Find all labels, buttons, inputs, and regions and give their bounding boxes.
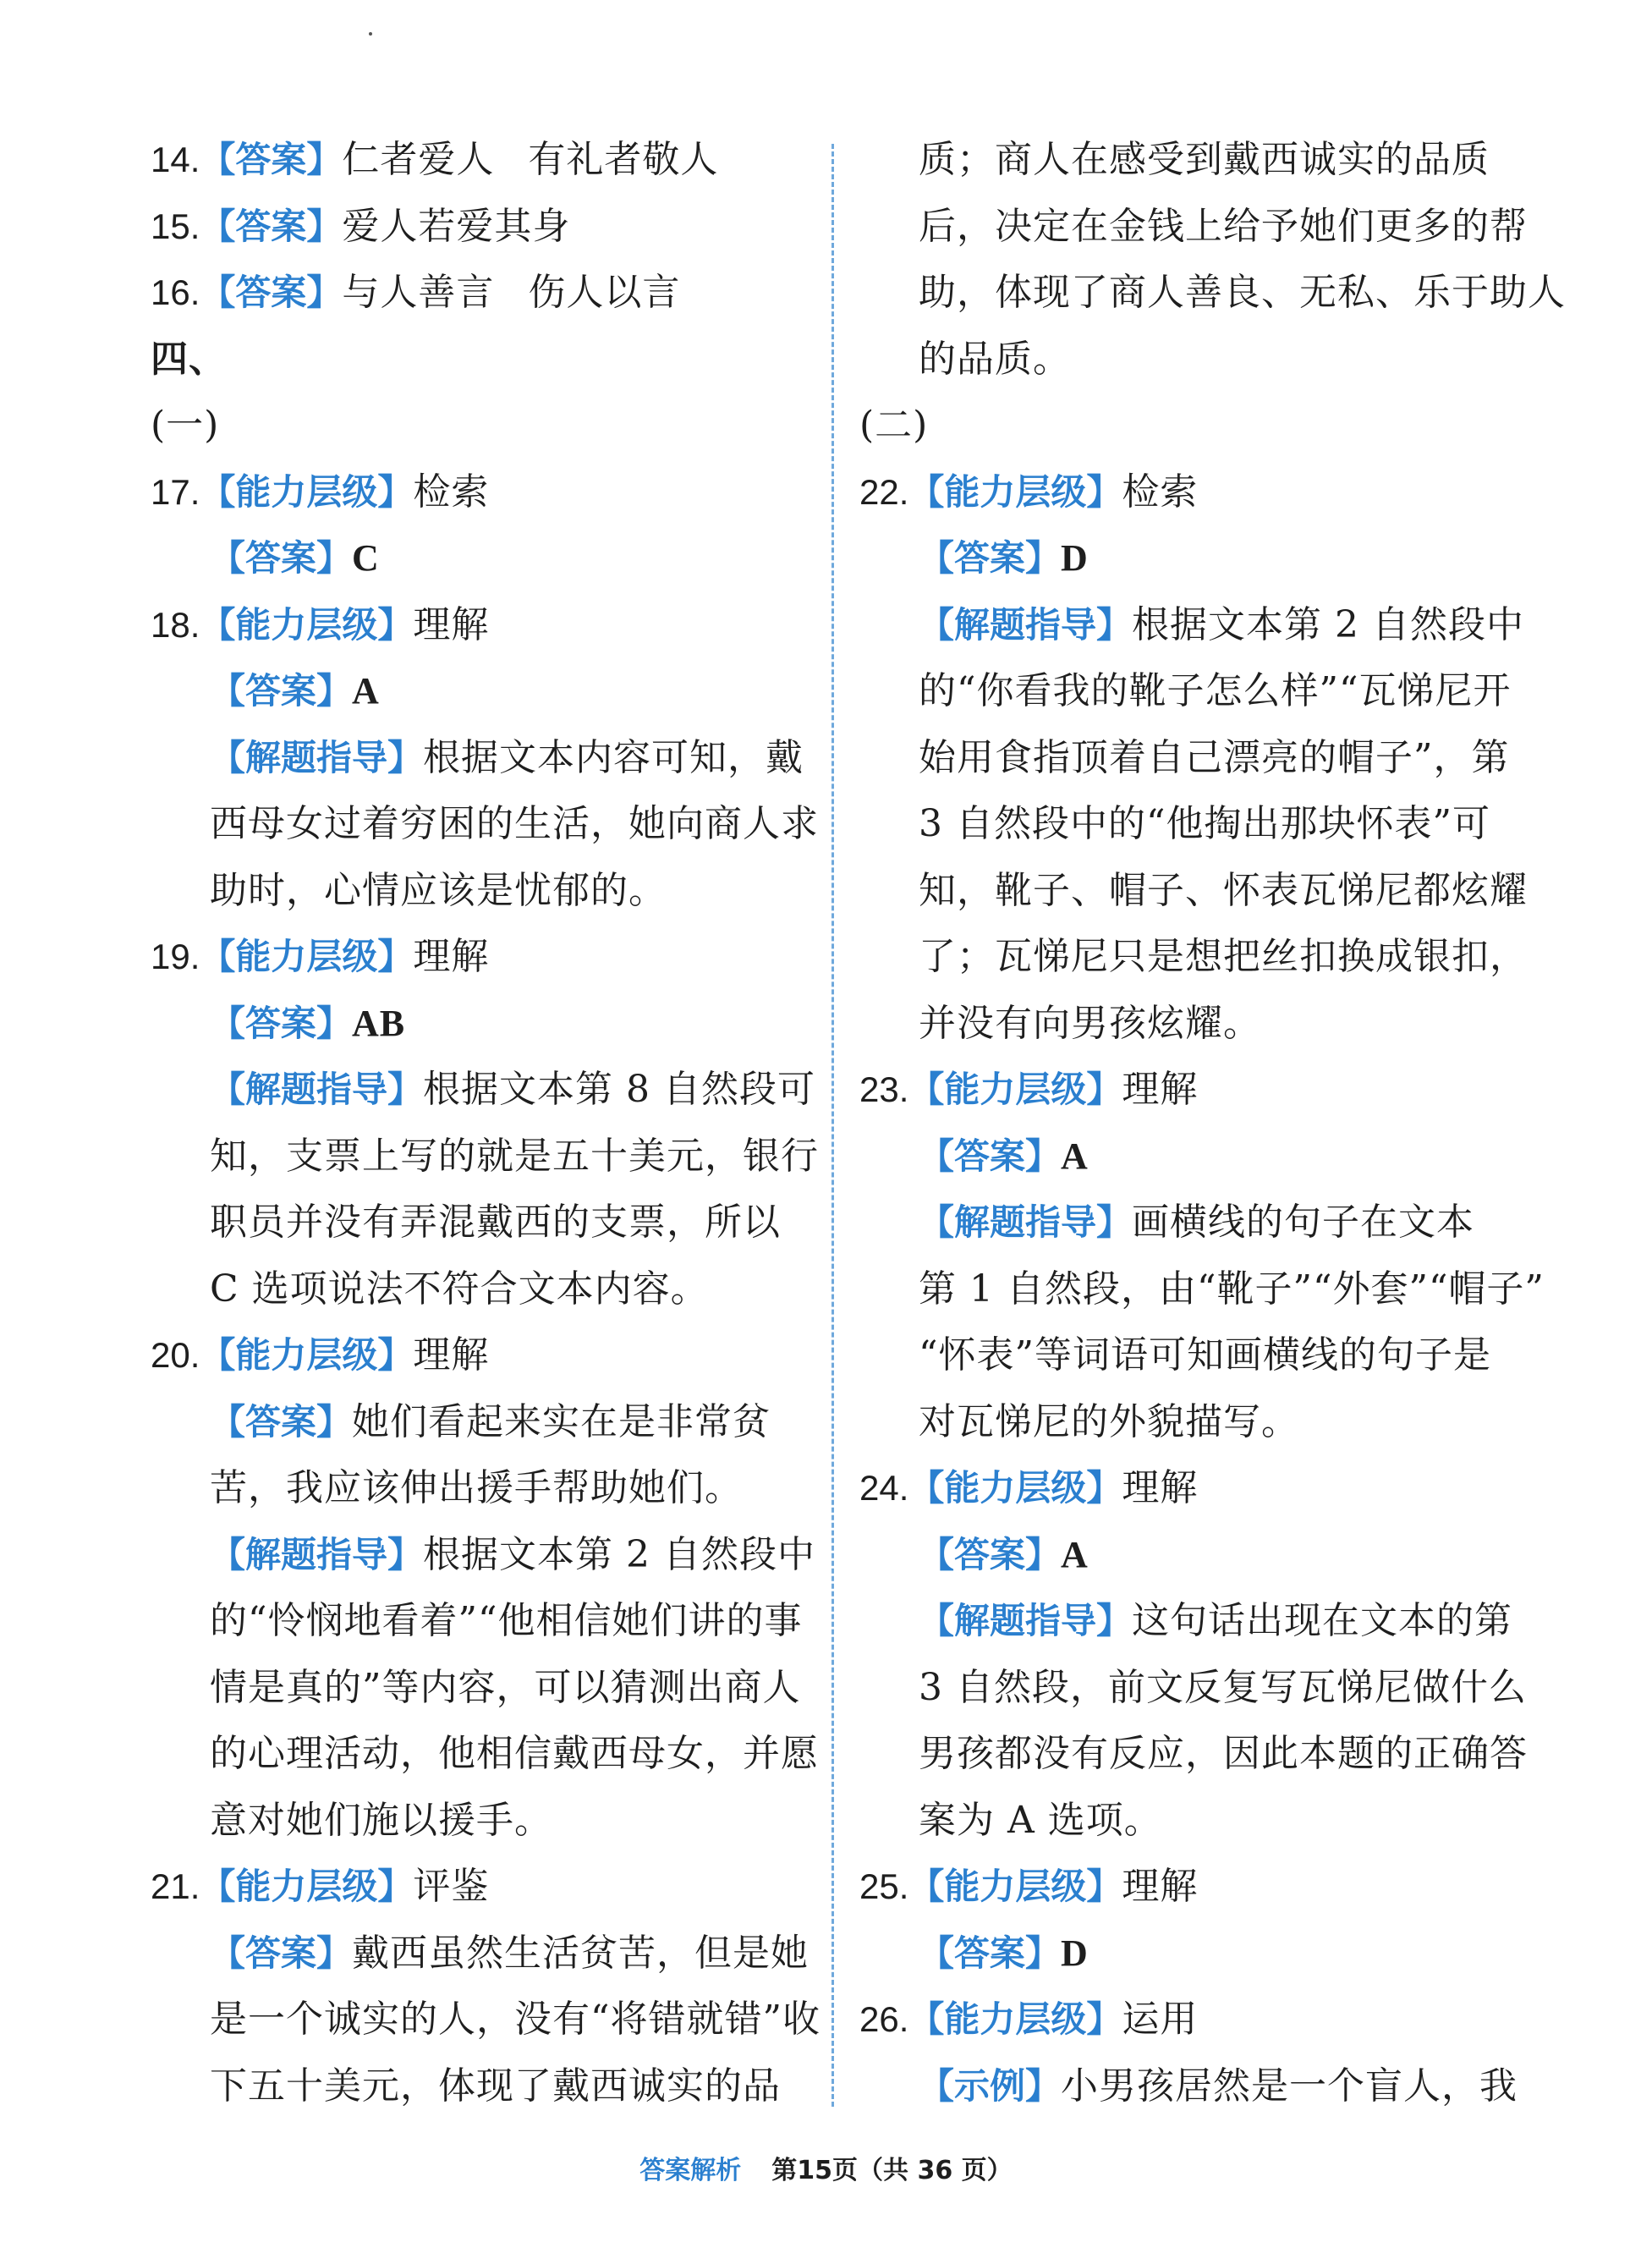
q24-guide-line: 3 自然段，前文反复写瓦悌尼做什么 bbox=[919, 1665, 1527, 1709]
q22-level-line: 22.【能力层级】检索 bbox=[859, 470, 1199, 514]
q20-guide-line: 情是真的”等内容，可以猜测出商人 bbox=[210, 1665, 801, 1709]
q19-guide-line: 知，支票上写的就是五十美元，银行 bbox=[210, 1134, 819, 1178]
q19-guide-line: 职员并没有弄混戴西的支票，所以 bbox=[210, 1201, 781, 1244]
q25-level-line: 25.【能力层级】理解 bbox=[859, 1865, 1199, 1908]
q22-guide-line: 【解题指导】根据文本第 2 自然段中 bbox=[919, 602, 1524, 646]
guide-tag: 【解题指导】 bbox=[210, 736, 424, 778]
q22-guide-line: 了；瓦悌尼只是想把丝扣换成银扣， bbox=[919, 935, 1528, 978]
q24-level-line: 24.【能力层级】理解 bbox=[859, 1466, 1199, 1509]
answer-tag: 【答案】 bbox=[200, 272, 343, 313]
q15-line: 15.【答案】爱人若爱其身 bbox=[151, 204, 571, 248]
q22-answer-line: 【答案】D bbox=[919, 537, 1089, 579]
guide-tag: 【解题指导】 bbox=[210, 1533, 424, 1575]
section-heading: 四、 bbox=[151, 337, 227, 381]
q18-guide-line: 西母女过着穷困的生活，她向商人求 bbox=[210, 802, 819, 845]
guide-tag: 【解题指导】 bbox=[919, 1201, 1133, 1243]
q23-guide-line: “怀表”等词语可知画横线的句子是 bbox=[919, 1333, 1491, 1377]
q16-line: 16.【答案】与人善言 伤人以言 bbox=[151, 271, 681, 314]
answer-tag: 【答案】 bbox=[210, 1400, 353, 1443]
page-number: 第15页（共 36 页） bbox=[771, 2156, 1013, 2185]
q18-guide-line: 【解题指导】根据文本内容可知，戴 bbox=[210, 735, 804, 779]
q21-continued-line: 质；商人在感受到戴西诚实的品质 bbox=[919, 138, 1490, 181]
level-tag: 【能力层级】 bbox=[200, 936, 414, 977]
q26-level-line: 26.【能力层级】运用 bbox=[859, 1998, 1199, 2041]
q23-guide-line: 第 1 自然段，由“靴子”“外套”“帽子” bbox=[919, 1267, 1545, 1311]
level-tag: 【能力层级】 bbox=[200, 470, 414, 513]
q24-answer-line: 【答案】A bbox=[919, 1533, 1089, 1575]
q18-level-line: 18.【能力层级】理解 bbox=[151, 602, 490, 646]
q19-guide-line: C 选项说法不符合文本内容。 bbox=[210, 1267, 709, 1311]
scan-speck bbox=[369, 32, 372, 36]
guide-tag: 【解题指导】 bbox=[210, 1069, 424, 1110]
q21-continued-line: 的品质。 bbox=[919, 337, 1071, 381]
guide-tag: 【解题指导】 bbox=[919, 1600, 1133, 1641]
level-tag: 【能力层级】 bbox=[908, 1069, 1122, 1110]
level-tag: 【能力层级】 bbox=[908, 1467, 1122, 1509]
q24-guide-line: 案为 A 选项。 bbox=[919, 1798, 1162, 1842]
level-tag: 【能力层级】 bbox=[200, 603, 414, 646]
q21-continued-line: 助，体现了商人善良、无私、乐于助人 bbox=[919, 271, 1566, 314]
q20-guide-line: 【解题指导】根据文本第 2 自然段中 bbox=[210, 1532, 815, 1576]
q23-guide-line: 【解题指导】画横线的句子在文本 bbox=[919, 1201, 1475, 1244]
q24-guide-line: 【解题指导】这句话出现在文本的第 bbox=[919, 1599, 1513, 1642]
answer-tag: 【答案】 bbox=[919, 1533, 1062, 1575]
answer-tag: 【答案】 bbox=[210, 1932, 353, 1974]
q17-level-line: 17.【能力层级】检索 bbox=[151, 470, 490, 514]
answer-tag: 【答案】 bbox=[210, 1002, 353, 1044]
q22-guide-line: 知，靴子、帽子、怀表瓦悌尼都炫耀 bbox=[919, 868, 1528, 912]
q22-guide-line: 并没有向男孩炫耀。 bbox=[919, 1001, 1261, 1045]
answer-tag: 【答案】 bbox=[919, 537, 1062, 579]
q21-answer-line: 【答案】戴西虽然生活贫苦，但是她 bbox=[210, 1931, 810, 1975]
level-tag: 【能力层级】 bbox=[200, 1866, 414, 1907]
answer-tag: 【答案】 bbox=[919, 1135, 1062, 1177]
answer-tag: 【答案】 bbox=[200, 139, 343, 180]
level-tag: 【能力层级】 bbox=[908, 1866, 1122, 1907]
q18-guide-line: 助时，心情应该是忧郁的。 bbox=[210, 868, 667, 912]
q25-answer-line: 【答案】D bbox=[919, 1932, 1089, 1974]
q21-level-line: 21.【能力层级】评鉴 bbox=[151, 1865, 490, 1908]
q23-guide-line: 对瓦悌尼的外貌描写。 bbox=[919, 1399, 1299, 1443]
q19-level-line: 19.【能力层级】理解 bbox=[151, 935, 490, 978]
q21-continued-line: 后，决定在金钱上给予她们更多的帮 bbox=[919, 204, 1528, 248]
q26-example-line: 【示例】小男孩居然是一个盲人，我 bbox=[919, 2064, 1518, 2108]
answer-tag: 【答案】 bbox=[919, 1932, 1062, 1974]
level-tag: 【能力层级】 bbox=[908, 470, 1122, 513]
q20-answer-line: 【答案】她们看起来实在是非常贫 bbox=[210, 1399, 771, 1443]
q24-guide-line: 男孩都没有反应，因此本题的正确答 bbox=[919, 1732, 1528, 1775]
q19-guide-line: 【解题指导】根据文本第 8 自然段可 bbox=[210, 1068, 815, 1111]
answer-tag: 【答案】 bbox=[210, 537, 353, 579]
example-tag: 【示例】 bbox=[919, 2064, 1062, 2107]
answer-tag: 【答案】 bbox=[210, 670, 353, 712]
q18-answer-line: 【答案】A bbox=[210, 670, 380, 712]
q21-answer-line: 下五十美元，体现了戴西诚实的品 bbox=[210, 2064, 781, 2108]
q20-level-line: 20.【能力层级】理解 bbox=[151, 1333, 490, 1377]
q20-guide-line: 意对她们施以援手。 bbox=[210, 1798, 552, 1842]
q20-answer-line: 苦，我应该伸出援手帮助她们。 bbox=[210, 1466, 743, 1509]
q19-answer-line: 【答案】AB bbox=[210, 1002, 406, 1044]
footer-section-label: 答案解析 bbox=[639, 2156, 742, 2185]
q22-guide-line: 的“你看我的靴子怎么样”“瓦悌尼开 bbox=[919, 669, 1512, 712]
q22-guide-line: 始用食指顶着自己漂亮的帽子”，第 bbox=[919, 735, 1510, 779]
page-footer bbox=[0, 2149, 1652, 2186]
subsection-heading: (一) bbox=[151, 404, 220, 447]
subsection-heading: (二) bbox=[859, 404, 929, 447]
level-tag: 【能力层级】 bbox=[200, 1334, 414, 1376]
q14-line: 14.【答案】仁者爱人 有礼者敬人 bbox=[151, 138, 719, 181]
q20-guide-line: 的“怜悯地看着”“他相信她们讲的事 bbox=[210, 1599, 803, 1642]
left-column bbox=[151, 127, 821, 2119]
level-tag: 【能力层级】 bbox=[908, 1998, 1122, 2040]
right-column bbox=[859, 127, 1566, 2119]
q21-answer-line: 是一个诚实的人，没有“将错就错”收 bbox=[210, 1998, 821, 2041]
q22-guide-line: 3 自然段中的“他掏出那块怀表”可 bbox=[919, 802, 1490, 845]
q20-guide-line: 的心理活动，他相信戴西母女，并愿 bbox=[210, 1732, 819, 1775]
column-divider bbox=[831, 144, 834, 2107]
guide-tag: 【解题指导】 bbox=[919, 603, 1133, 646]
q17-answer-line: 【答案】C bbox=[210, 537, 380, 579]
q23-answer-line: 【答案】A bbox=[919, 1135, 1089, 1177]
answer-tag: 【答案】 bbox=[200, 205, 343, 247]
q23-level-line: 23.【能力层级】理解 bbox=[859, 1068, 1199, 1111]
